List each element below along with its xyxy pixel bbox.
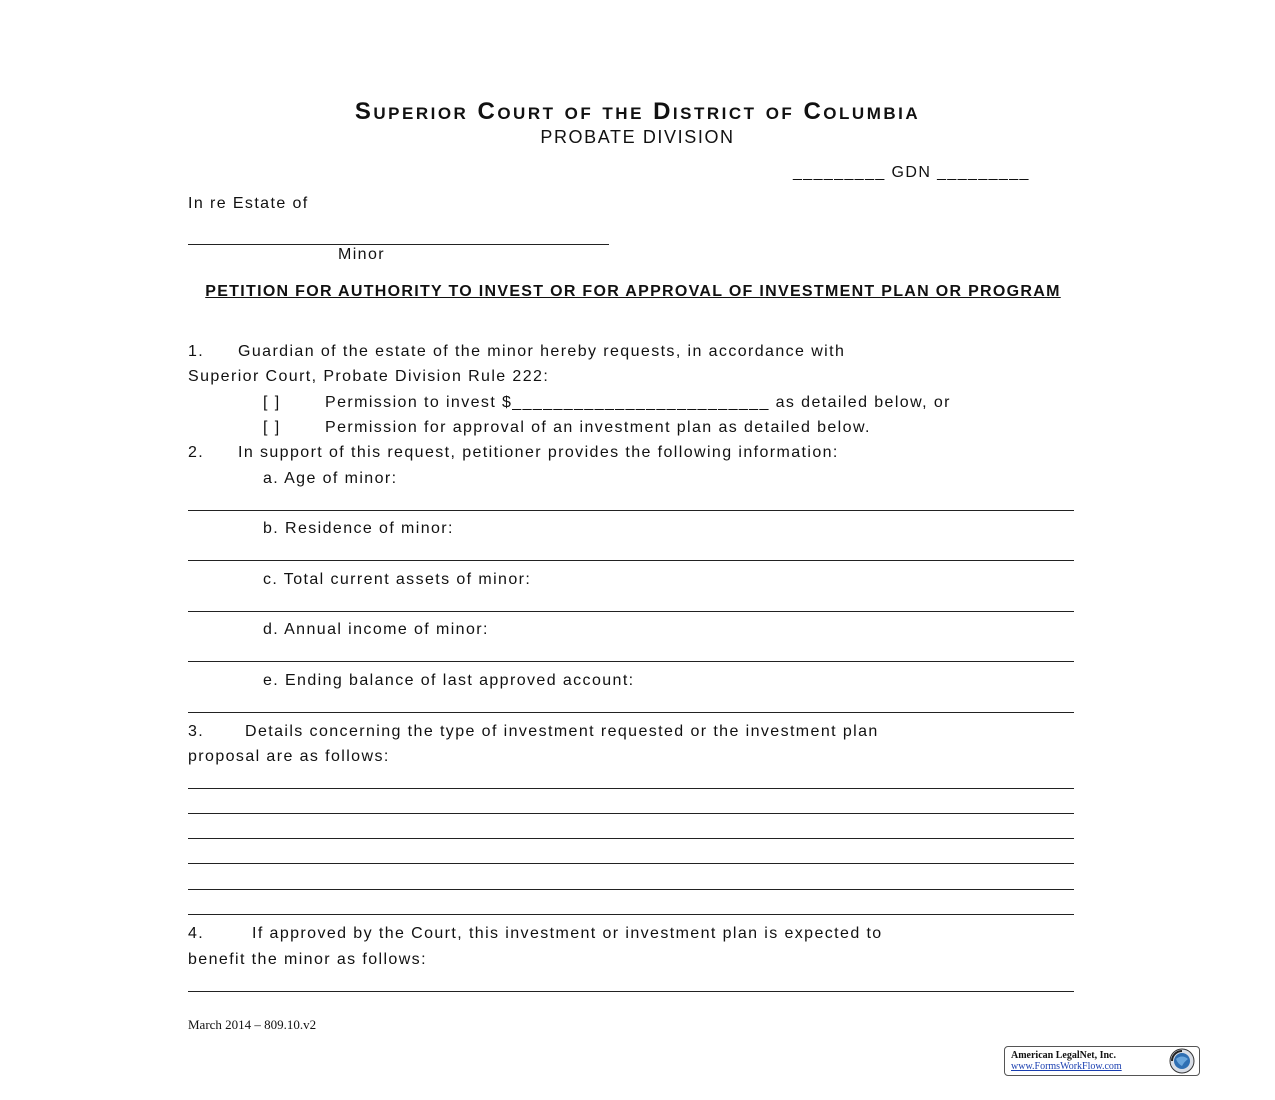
case-number-field[interactable]: _________ GDN _________ [793,164,1030,181]
income-answer-line[interactable] [188,661,1074,662]
section-1-line2: Superior Court, Probate Division Rule 222: [188,368,550,385]
residence-answer-line[interactable] [188,560,1074,561]
details-answer-line[interactable] [188,914,1074,915]
minor-label: Minor [338,246,386,263]
details-answer-line[interactable] [188,788,1074,789]
minor-name-line[interactable] [188,244,609,245]
vendor-link[interactable]: www.FormsWorkFlow.com [1011,1061,1122,1072]
globe-logo-icon [1169,1048,1195,1074]
in-re-estate-label: In re Estate of [188,195,309,212]
section-4-number: 4. [188,925,205,942]
assets-answer-line[interactable] [188,611,1074,612]
form-id-footer: March 2014 – 809.10.v2 [188,1017,317,1032]
section-4-line1: If approved by the Court, this investment or investment plan is expected to [252,925,883,942]
section-3-line2: proposal are as follows: [188,748,390,765]
details-answer-line[interactable] [188,889,1074,890]
age-answer-line[interactable] [188,510,1074,511]
section-3-line1: Details concerning the type of investment requested or the investment plan [245,723,879,740]
option-2-checkbox[interactable]: [ ] [263,419,281,436]
section-4-line2: benefit the minor as follows: [188,951,427,968]
details-answer-line[interactable] [188,813,1074,814]
court-title: Superior Court of the District of Columbia [354,98,921,125]
petition-title: PETITION FOR AUTHORITY TO INVEST OR FOR APPROVAL OF INVESTMENT PLAN OR PROGRAM [205,283,1061,300]
details-answer-line[interactable] [188,838,1074,839]
option-2-text: Permission for approval of an investment plan as detailed below. [325,419,871,436]
item-assets-label: c. Total current assets of minor: [263,571,532,588]
section-1-line1: Guardian of the estate of the minor hereby requests, in accordance with [238,343,846,360]
section-2-number: 2. [188,444,205,461]
option-1-checkbox[interactable]: [ ] [263,394,281,411]
section-1-number: 1. [188,343,205,360]
benefit-answer-line[interactable] [188,991,1074,992]
item-balance-label: e. Ending balance of last approved account: [263,672,635,689]
item-age-label: a. Age of minor: [263,470,398,487]
item-income-label: d. Annual income of minor: [263,621,489,638]
section-2-text: In support of this request, petitioner provides the following information: [238,444,839,461]
division-subtitle: PROBATE DIVISION [540,127,735,147]
vendor-badge [1004,1046,1200,1076]
item-residence-label: b. Residence of minor: [263,520,454,537]
option-1-text: Permission to invest $_________________________ as detailed below, or [325,394,951,411]
balance-answer-line[interactable] [188,712,1074,713]
vendor-name: American LegalNet, Inc. [1011,1050,1116,1061]
section-3-number: 3. [188,723,205,740]
details-answer-line[interactable] [188,863,1074,864]
